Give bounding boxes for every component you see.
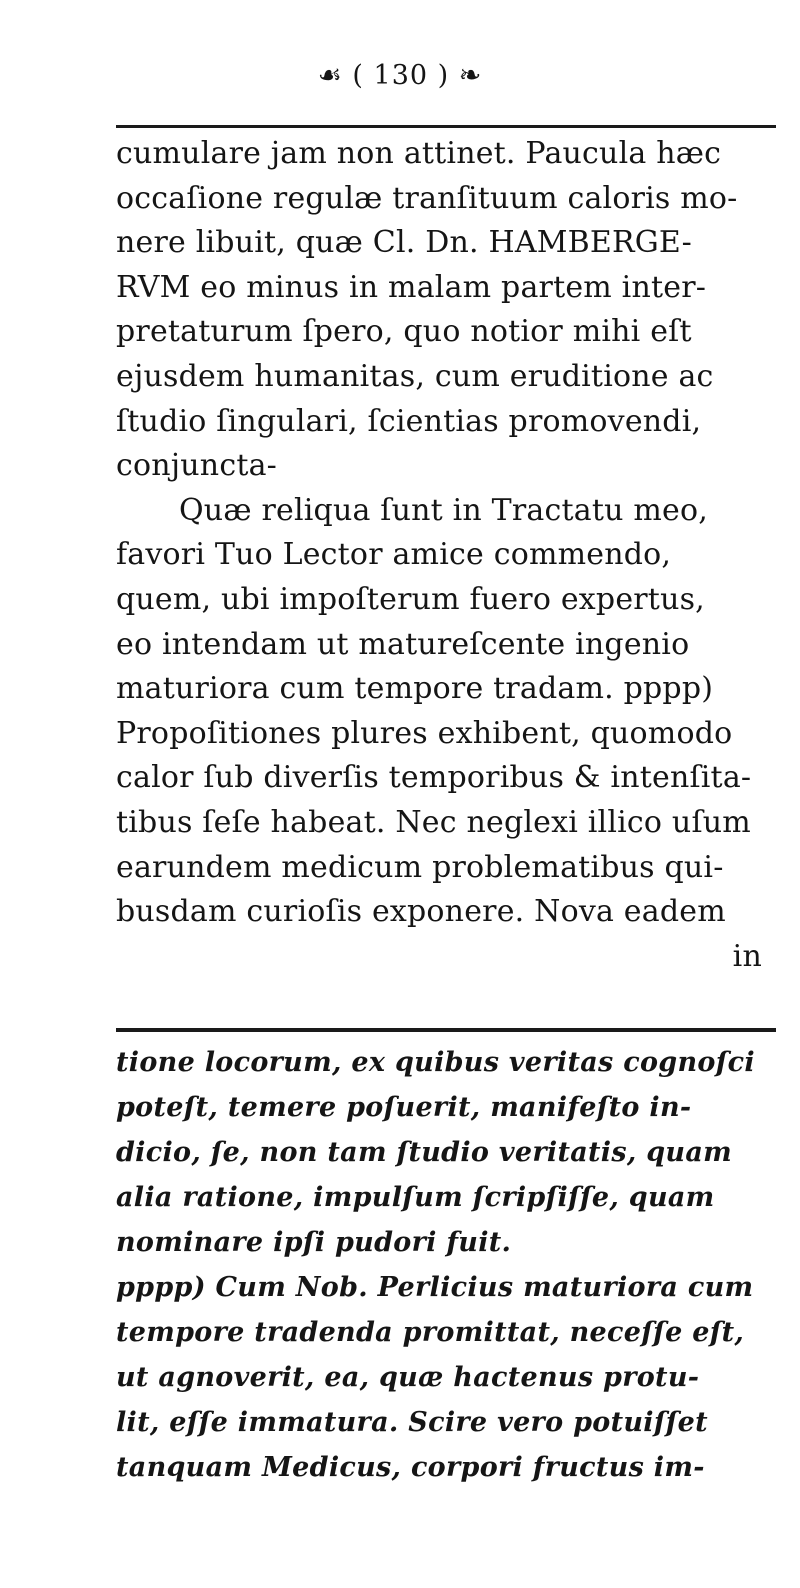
- text-line: eo intendam ut matureſcente ingenio: [116, 626, 690, 662]
- page-header: [0, 58, 800, 94]
- page-number: ☙ ( 130 ) ❧: [317, 60, 483, 91]
- text-line: Propoſitiones plures exhibent, quomodo: [116, 715, 733, 751]
- catchword: in: [732, 938, 762, 974]
- text-line: nere libuit, quæ Cl. Dn. HAMBERGE-: [116, 225, 692, 261]
- footnote-line: tione locorum, ex quibus veritas cognoſci: [116, 1047, 755, 1078]
- footnote-line: lit, eſſe immatura. Scire vero potuiſſet: [116, 1407, 708, 1438]
- footnote-line: nominare ipſi pudori fuit.: [116, 1227, 512, 1258]
- footnote-line: alia ratione, impulſum ſcripſiſſe, quam: [116, 1182, 715, 1213]
- text-line: pretaturum ſpero, quo notior mihi eſt: [116, 314, 692, 350]
- main-text: [116, 132, 780, 979]
- footnote-line: pppp) Cum Nob. Perlicius maturiora cum: [116, 1272, 754, 1303]
- text-line: calor ſub diverſis temporibus & intenſita-: [116, 760, 752, 796]
- paragraph-start-line: Quæ reliqua ſunt in Tractatu meo,: [179, 492, 708, 528]
- text-line: ſtudio ſingulari, ſcientias promovendi,: [116, 403, 702, 439]
- text-line: maturiora cum tempore tradam. pppp): [116, 671, 714, 707]
- footnote-line: ut agnoverit, ea, quæ hactenus protu-: [116, 1362, 700, 1393]
- text-line: busdam curioſis exponere. Nova eadem: [116, 894, 726, 930]
- header-rule: [116, 125, 776, 128]
- footnote-rule: [116, 1028, 776, 1032]
- text-line: favori Tuo Lector amice commendo,: [116, 537, 672, 573]
- text-line: ejusdem humanitas, cum eruditione ac: [116, 358, 714, 394]
- text-line: RVM eo minus in malam partem inter-: [116, 269, 707, 305]
- footnote-line: dicio, ſe, non tam ſtudio veritatis, quam: [116, 1137, 733, 1168]
- footnote-line: tempore tradenda promittat, neceſſe eſt,: [116, 1317, 745, 1348]
- text-line: occaſione regulæ tranſituum caloris mo-: [116, 180, 738, 216]
- footnote-text: [116, 1040, 780, 1490]
- text-line: quem, ubi impoſterum fuero expertus,: [116, 581, 705, 617]
- text-line: earundem medicum problematibus qui-: [116, 849, 724, 885]
- text-line: tibus ſeſe habeat. Nec neglexi illico uſum: [116, 804, 751, 840]
- text-line: cumulare jam non attinet. Paucula hæc: [116, 136, 722, 171]
- footnote-line: poteſt, temere poſuerit, manifeſto in-: [116, 1092, 692, 1123]
- text-line: conjuncta-: [116, 448, 278, 484]
- footnote-line: tanquam Medicus, corpori fructus im-: [116, 1452, 705, 1483]
